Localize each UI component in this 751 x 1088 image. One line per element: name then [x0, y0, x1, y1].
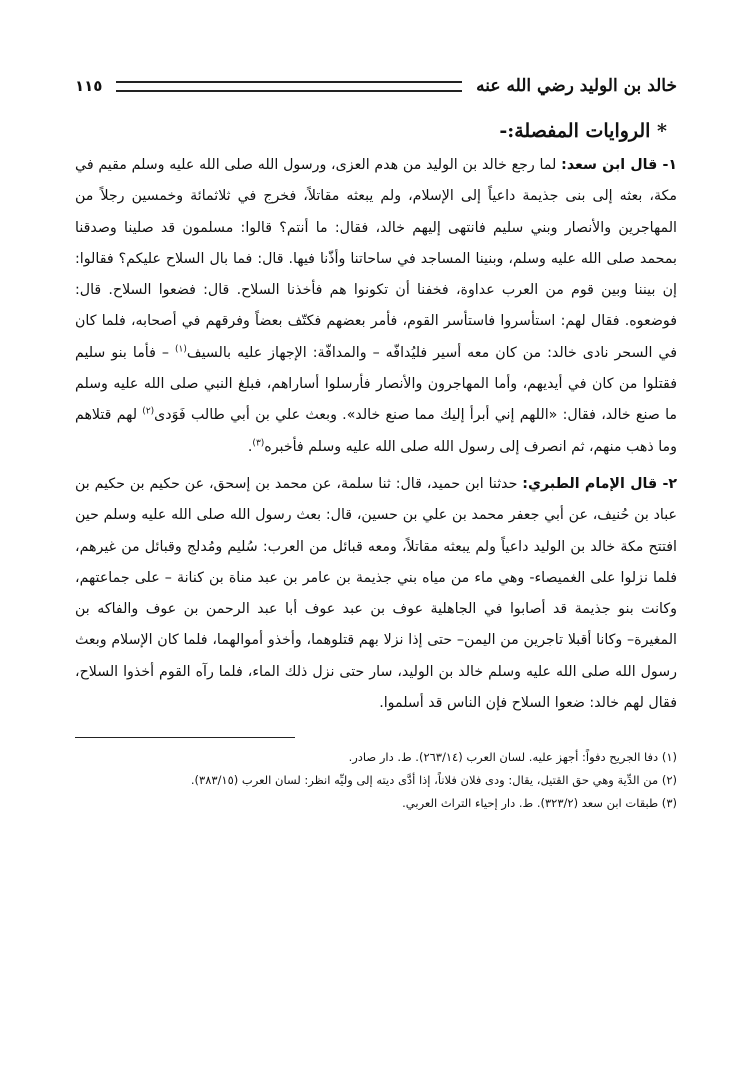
footnote-separator [75, 737, 295, 738]
footnote-separator-wrap [75, 719, 677, 744]
paragraph-lead: ٢- قال الإمام الطبري: [522, 475, 678, 492]
footnote-ref-2: (٢) [142, 406, 155, 417]
footnote-2: (٢) من الدِّية وهي حق القتيل، يقال: ودى فلان فلاناً، إذا أدَّى ديته إلى وليِّه انظر: لسان العرب (٣٨٣/١٥). [190, 773, 677, 788]
footnote-ref-1: (١) [175, 344, 187, 355]
running-title: خالد بن الوليد رضي الله عنه [476, 76, 677, 96]
paragraph-text: . [247, 438, 253, 455]
header-rule [116, 81, 462, 92]
footnote-ref-3: (٣) [252, 437, 265, 448]
paragraph-lead: ١- قال ابن سعد: [561, 157, 678, 173]
paragraph-text: لما رجع خالد بن الوليد من هدم العزى، ورسول الله صلى الله عليه وسلم مقيم في مكة، بعثه إلى بنى جذيمة داعياً إلى الإسلام، ولم يبعثه مقاتلاً، فخرج في ثلاثمائة وخمسين رجلاً من المهاجرين والأنصار وبني سليم فانتهى إليهم خالد، فقال: ما أنتم؟ قالوا: مسلمون قد صلينا وصدقنا بمحمد صلى الله عليه وسلم، وبنينا المساجد في ساحاتنا وأذّنا فيها. قال: فما بال السلاح عليكم؟ فقالوا: إن بيننا وبين قوم من العرب عداوة، فخفنا أن تكونوا هم فأخذنا السلاح. قال: فضعوا السلاح. قال: فوضعوه. فقال لهم: استأسروا فاستأسر القوم، فأمر بعضهم فكتّف بعضاً وفرقهم في أصحابه، فلما كان في السحر نادى خالد: من كان معه أسير فليُدافّه – والمدافّة: الإجهاز عليه بالسيف [75, 157, 677, 361]
paragraph-tabari [75, 469, 677, 719]
running-header [75, 62, 677, 110]
footnote-3: (٣) طبقات ابن سعد (٣٢٣/٢). ط. دار إحياء التراث العربي. [402, 796, 677, 811]
paragraph-ibn-saad [75, 150, 677, 463]
section-title: * الروايات المفصلة:- [499, 120, 667, 142]
paragraph-text: لهم قتلاهم وما ذهب منهم، ثم انصرف إلى رسول الله صلى الله عليه وسلم فأخبره [75, 407, 677, 455]
footnote-1: (١) دفا الجريح دفواً: أجهز عليه. لسان العرب (٢٦٣/١٤). ط. دار صادر. [348, 750, 677, 765]
page-number: ١١٥ [75, 77, 103, 95]
paragraph-text: حدثنا ابن حميد، قال: ثنا سلمة، عن محمد بن إسحق، عن حكيم بن حكيم بن عباد بن حُنيف، عن أبي جعفر محمد بن علي بن حسين، قال: بعث رسول الله صلى الله عليه وسلم حين افتتح مكة خالد بن الوليد داعياً ولم يبعثه مقاتلاً، ومعه قبائل من العرب: سُليم ومُدلج وقبائل من غيرهم، فلما نزلوا على الغميصاء- وهي ماء من مياه بني جذيمة بن عامر بن عبد مناة بن كنانة – على جماعتهم، وكانت بنو جذيمة قد أصابوا في الجاهلية عوف بن عبد عوف أبا عبد الرحمن بن عوف والفاكه بن المغيرة– وكانا أقبلا تاجرين من اليمن– حتى إذا نزلا بهم قتلوهما، وأخذو أموالهما، فلما كان الإسلام وبعث رسول الله صلى الله عليه وسلم خالد بن الوليد، سار حتى نزل ذلك الماء، فلما رآه القوم أخذوا السلاح، فقال لهم خالد: ضعوا السلاح فإن الناس قد أسلموا. [75, 475, 677, 712]
book-page [75, 62, 677, 1042]
paragraph-text: – فأما بنو سليم فقتلوا من كان في أيديهم، وأما المهاجرون والأنصار فأرسلوا أساراهم، فبلغ النبي صلى الله عليه وسلم ما صنع خالد، فقال: «اللهم إني أبرأ إليك مما صنع خالد». وبعث علي بن أبي طالب فَوَدى [75, 344, 677, 424]
